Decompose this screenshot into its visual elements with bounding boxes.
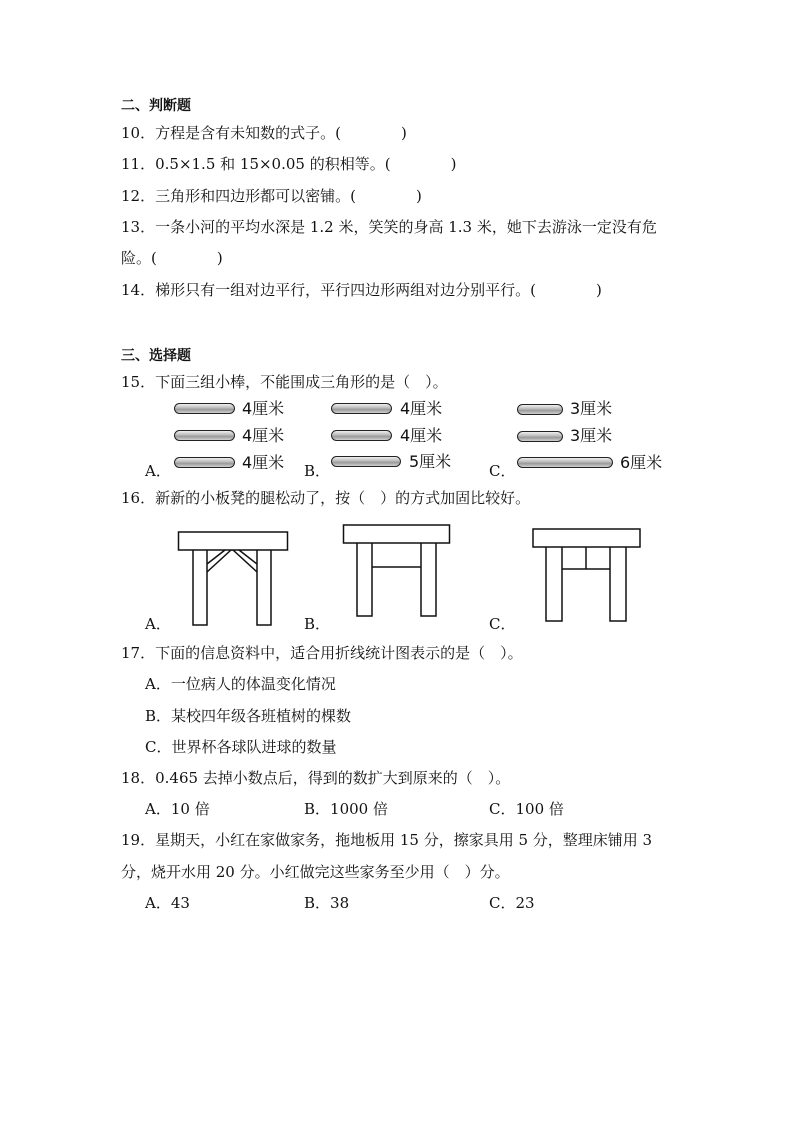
- stick: [517, 404, 563, 415]
- q18-option-b: B．1000 倍: [304, 800, 388, 818]
- stool-t-brace-figure: [531, 527, 642, 624]
- stick-length-label: 4厘米: [242, 426, 285, 445]
- q18-option-a: A．10 倍: [145, 800, 210, 818]
- question-19-line1: 19．星期天，小红在家做家务，拖地板用 15 分，擦家具用 5 分，整理床铺用 3: [121, 831, 653, 849]
- question-13-line2: 险。( ): [121, 249, 223, 267]
- question-17-stem: 17．下面的信息资料中，适合用折线统计图表示的是（ ）。: [121, 644, 523, 662]
- q16-option-b-label: B．: [304, 615, 331, 633]
- stick: [517, 431, 563, 442]
- option-a-label: A．: [145, 462, 171, 480]
- question-19-line2: 分，烧开水用 20 分。小红做完这些家务至少用（ ）分。: [121, 863, 510, 881]
- stick: [174, 430, 235, 441]
- question-10: 10．方程是含有未知数的式子。( ): [121, 124, 407, 142]
- q17-option-b: B．某校四年级各班植树的棵数: [145, 707, 352, 725]
- stool-horizontal-brace-figure: [342, 523, 452, 619]
- question-16-stem: 16．新新的小板凳的腿松动了，按（ ）的方式加固比较好。: [121, 489, 531, 507]
- question-11: 11．0.5×1.5 和 15×0.05 的积相等。( ): [121, 155, 457, 173]
- option-c-label: C．: [489, 462, 516, 480]
- stick: [331, 456, 401, 467]
- q19-option-c: C．23: [489, 894, 535, 912]
- stick: [331, 403, 392, 414]
- stick: [174, 403, 235, 414]
- question-15-stem: 15．下面三组小棒，不能围成三角形的是（ ）。: [121, 373, 448, 391]
- question-14: 14．梯形只有一组对边平行，平行四边形两组对边分别平行。( ): [121, 281, 602, 299]
- question-12: 12．三角形和四边形都可以密铺。( ): [121, 187, 422, 205]
- stool-diagonal-brace-figure: [176, 530, 290, 628]
- q18-option-c: C．100 倍: [489, 800, 564, 818]
- stick-length-label: 5厘米: [409, 452, 452, 471]
- stick-length-label: 4厘米: [400, 426, 443, 445]
- stick-length-label: 4厘米: [400, 399, 443, 418]
- section-heading-judgment: 二、判断题: [121, 98, 191, 114]
- stick-length-label: 3厘米: [570, 399, 613, 418]
- q19-option-a: A．43: [145, 894, 190, 912]
- stick-length-label: 3厘米: [570, 426, 613, 445]
- section-heading-choice: 三、选择题: [121, 348, 191, 364]
- stick: [331, 430, 392, 441]
- stick: [174, 457, 235, 468]
- stick-length-label: 4厘米: [242, 399, 285, 418]
- stick-length-label: 6厘米: [620, 453, 663, 472]
- question-18-stem: 18．0.465 去掉小数点后，得到的数扩大到原来的（ ）。: [121, 769, 511, 787]
- q19-option-b: B．38: [304, 894, 350, 912]
- question-13-line1: 13．一条小河的平均水深是 1.2 米，笑笑的身高 1.3 米，她下去游泳一定没有危: [121, 218, 657, 236]
- stick-length-label: 4厘米: [242, 453, 285, 472]
- q17-option-a: A．一位病人的体温变化情况: [145, 675, 336, 693]
- option-b-label: B．: [304, 462, 331, 480]
- stick: [517, 457, 613, 468]
- q16-option-c-label: C．: [489, 615, 516, 633]
- q17-option-c: C．世界杯各球队进球的数量: [145, 738, 337, 756]
- q16-option-a-label: A．: [145, 615, 171, 633]
